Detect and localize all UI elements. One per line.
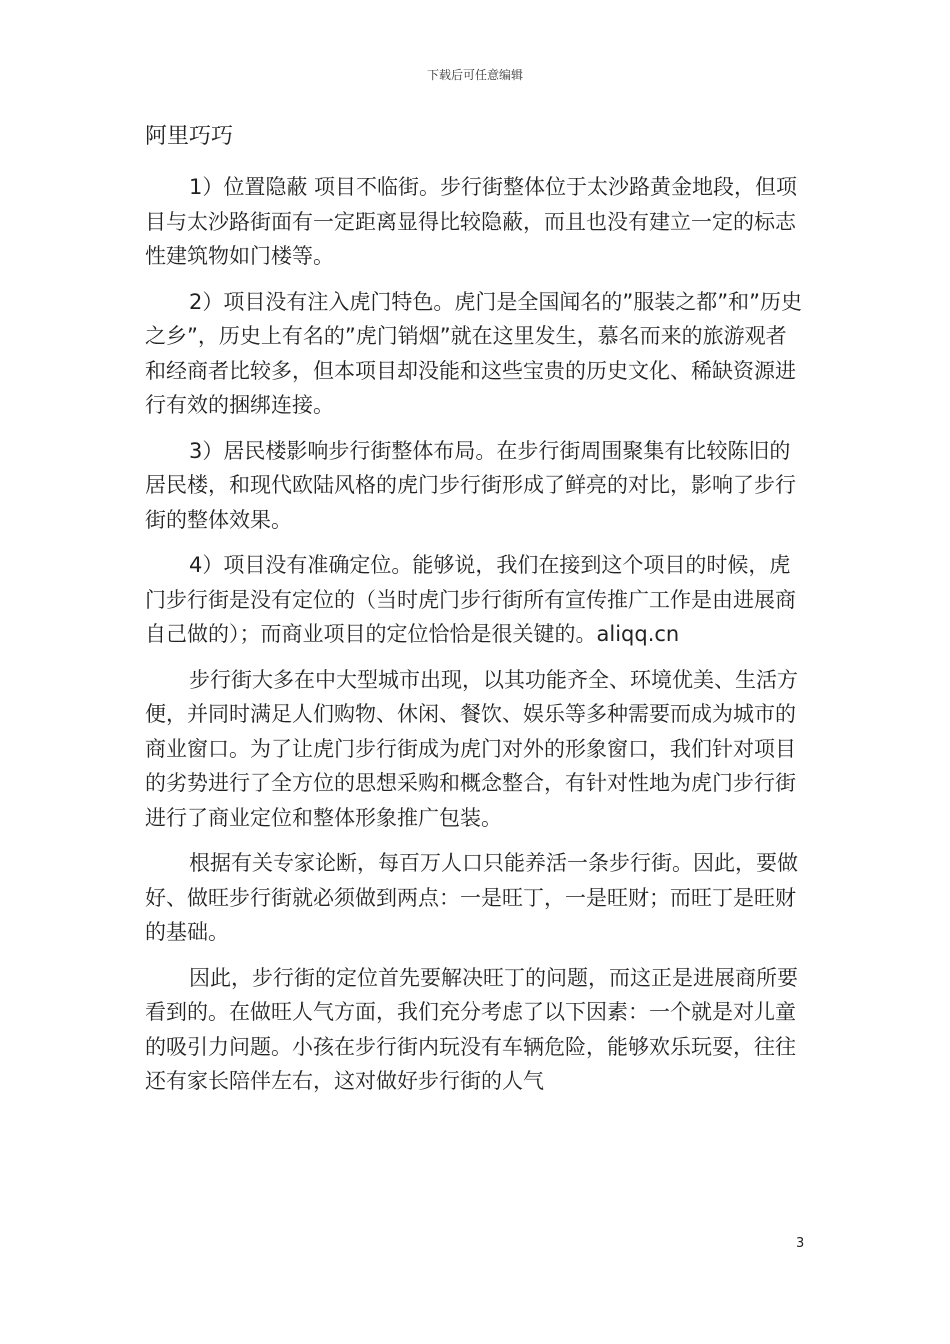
paragraph-3: 3）居民楼影响步行街整体布局。在步行街周围聚集有比较陈旧的居民楼，和现代欧陆风格的虎门步行街形成了鲜亮的对比，影响了步行街的整体效果。 [145, 438, 796, 532]
paragraph-1: 1）位置隐蔽 项目不临街。步行街整体位于太沙路黄金地段，但项目与太沙路街面有一定距离显得比较隐蔽，而且也没有建立一定的标志性建筑物如门楼等。 [145, 175, 798, 268]
paragraph-4: 4）项目没有准确定位。能够说，我们在接到这个项目的时候，虎门步行街是没有定位的（当时虎门步行街所有宣传推广工作是由进展商自己做的）；而商业项目的定位恰恰是很关键的。aliqq.cn [145, 553, 796, 646]
paragraph-7: 因此，步行街的定位首先要解决旺丁的问题，而这正是进展商所要看到的。在做旺人气方面，我们充分考虑了以下因素：一个就是对儿童的吸引力问题。小孩在步行街内玩没有车辆危险，能够欢乐玩耍，往往还有家长陪伴左右，这对做好步行街的人气 [145, 965, 798, 1093]
paragraph-5: 步行街大多在中大型城市出现，以其功能齐全、环境优美、生活方便，并同时满足人们购物、休闲、餐饮、娱乐等多种需要而成为城市的商业窗口。为了让虎门步行街成为虎门对外的形象窗口，我们针对项目的劣势进行了全方位的思想采购和概念整合，有针对性地为虎门步行街进行了商业定位和整体形象推广包装。 [145, 667, 798, 830]
paragraph-2: 2）项目没有注入虎门特色。虎门是全国闻名的”服装之都”和”历史之乡”，历史上有名的”虎门销烟”就在这里发生，慕名而来的旅游观者和经商者比较多，但本项目却没能和这些宝贵的历史文化、稀缺资源进行有效的捆绑连接。 [145, 289, 802, 417]
body-text [145, 170, 805, 1110]
page-header: 下载后可任意编辑 [426, 68, 523, 82]
paragraph-6: 根据有关专家论断，每百万人口只能养活一条步行街。因此，要做好、做旺步行街就必须做到两点：一是旺丁，一是旺财；而旺丁是旺财的基础。 [145, 851, 798, 944]
page-number: 3 [796, 1236, 805, 1251]
section-title: 阿里巧巧 [145, 124, 234, 149]
